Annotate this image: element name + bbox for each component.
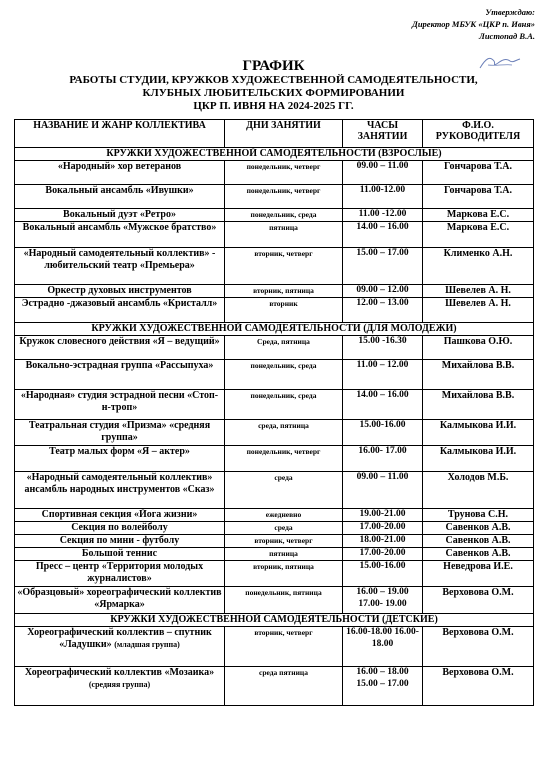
collective-group: (средняя группа) xyxy=(88,679,151,689)
table-row xyxy=(15,360,534,390)
collective-name: «Народный самодеятельный коллектив» ансамбль народных инструментов «Сказ» xyxy=(24,472,215,495)
collective-name: Вокальный ансамбль «Мужское братство» xyxy=(22,222,217,233)
table-row xyxy=(15,298,534,323)
cell-days: вторник, пятница xyxy=(225,285,343,298)
cell-hours: 15.00-16.00 xyxy=(343,561,423,587)
cell-leader: Савенков А.В. xyxy=(423,522,534,535)
cell-collective-name xyxy=(15,535,225,548)
cell-collective-name xyxy=(15,222,225,248)
cell-leader: Калмыкова И.И. xyxy=(423,446,534,472)
collective-name: Вокально-эстрадная группа «Рассыпуха» xyxy=(25,360,214,371)
cell-hours: 17.00-20.00 xyxy=(343,548,423,561)
cell-leader: Шевелев А. Н. xyxy=(423,298,534,323)
cell-hours: 19.00-21.00 xyxy=(343,509,423,522)
schedule-body xyxy=(15,148,534,706)
table-row xyxy=(15,548,534,561)
cell-leader: Гончарова Т.А. xyxy=(423,185,534,209)
cell-leader: Гончарова Т.А. xyxy=(423,161,534,185)
table-row xyxy=(15,161,534,185)
cell-days: понедельник, четверг xyxy=(225,185,343,209)
cell-collective-name xyxy=(15,667,225,706)
table-row xyxy=(15,336,534,360)
collective-name: Вокальный ансамбль «Ивушки» xyxy=(45,185,194,196)
cell-hours: 11.00-12.00 xyxy=(343,185,423,209)
cell-hours: 15.00 – 17.00 xyxy=(343,248,423,285)
collective-name: Вокальный дуэт «Ретро» xyxy=(63,209,176,220)
collective-name: Хореографический коллектив – спутник «Ладушки» xyxy=(27,627,212,650)
cell-collective-name xyxy=(15,298,225,323)
collective-name: Кружок словесного действия «Я – ведущий» xyxy=(19,336,220,347)
section-header xyxy=(15,614,534,627)
collective-name: Театр малых форм «Я – актер» xyxy=(49,446,190,457)
header-days: ДНИ ЗАНЯТИИ xyxy=(225,120,343,148)
collective-name: Пресс – центр «Территория молодых журналистов» xyxy=(35,561,204,584)
cell-leader: Савенков А.В. xyxy=(423,548,534,561)
cell-days: вторник, пятница xyxy=(225,561,343,587)
section-header xyxy=(15,323,534,336)
table-row xyxy=(15,420,534,446)
cell-hours: 15.00-16.00 xyxy=(343,420,423,446)
cell-leader: Калмыкова И.И. xyxy=(423,420,534,446)
cell-leader: Савенков А.В. xyxy=(423,535,534,548)
table-row xyxy=(15,587,534,614)
cell-hours: 11.00 – 12.00 xyxy=(343,360,423,390)
cell-hours: 14.00 – 16.00 xyxy=(343,222,423,248)
table-header-row xyxy=(15,120,534,148)
cell-hours: 14.00 – 16.00 xyxy=(343,390,423,420)
section-title: КРУЖКИ ХУДОЖЕСТВЕННОЙ САМОДЕЯТЕЛЬНОСТИ (ДЕТСКИЕ) xyxy=(15,614,534,627)
document-title xyxy=(0,58,547,113)
table-row xyxy=(15,222,534,248)
cell-collective-name xyxy=(15,360,225,390)
section-header xyxy=(15,148,534,161)
cell-days: понедельник, среда xyxy=(225,209,343,222)
cell-days: среда xyxy=(225,522,343,535)
collective-name: Хореографический коллектив «Мозаика» xyxy=(24,667,215,678)
cell-hours: 09.00 – 12.00 xyxy=(343,285,423,298)
table-row xyxy=(15,627,534,667)
collective-name: «Народный» хор ветеранов xyxy=(57,161,182,172)
cell-days: ежедневно xyxy=(225,509,343,522)
cell-hours: 18.00-21.00 xyxy=(343,535,423,548)
table-row xyxy=(15,248,534,285)
collective-name: Спортивная секция «Йога жизни» xyxy=(41,509,198,520)
table-row xyxy=(15,209,534,222)
table-row xyxy=(15,535,534,548)
cell-collective-name xyxy=(15,161,225,185)
collective-name: Эстрадно -джазовый ансамбль «Кристалл» xyxy=(21,298,218,309)
title-line-3: ЦКР П. ИВНЯ НА 2024-2025 ГГ. xyxy=(193,100,354,112)
title-line-2: КЛУБНЫХ ЛЮБИТЕЛЬСКИХ ФОРМИРОВАНИИ xyxy=(142,87,405,99)
table-row xyxy=(15,472,534,509)
table-row xyxy=(15,509,534,522)
cell-leader: Маркова Е.С. xyxy=(423,209,534,222)
cell-leader: Клименко А.Н. xyxy=(423,248,534,285)
cell-leader: Михайлова В.В. xyxy=(423,360,534,390)
cell-hours: 15.00 -16.30 xyxy=(343,336,423,360)
collective-name: Секция по волейболу xyxy=(71,522,168,533)
approval-name: Листопад В.А. xyxy=(479,31,535,41)
cell-collective-name xyxy=(15,185,225,209)
table-row xyxy=(15,561,534,587)
cell-days: среда, пятница xyxy=(225,420,343,446)
cell-collective-name xyxy=(15,336,225,360)
title-line-1: РАБОТЫ СТУДИИ, КРУЖКОВ ХУДОЖЕСТВЕННОЙ САМОДЕЯТЕЛЬНОСТИ, xyxy=(69,74,478,86)
cell-days: понедельник, пятница xyxy=(225,587,343,614)
cell-collective-name xyxy=(15,285,225,298)
cell-leader: Пашкова О.Ю. xyxy=(423,336,534,360)
cell-leader: Шевелев А. Н. xyxy=(423,285,534,298)
table-row xyxy=(15,446,534,472)
cell-collective-name xyxy=(15,472,225,509)
header-leader: Ф.И.О. РУКОВОДИТЕЛЯ xyxy=(423,120,534,148)
cell-hours: 17.00-20.00 xyxy=(343,522,423,535)
table-row xyxy=(15,390,534,420)
cell-collective-name xyxy=(15,509,225,522)
cell-collective-name xyxy=(15,209,225,222)
cell-days: пятница xyxy=(225,548,343,561)
cell-hours: 16.00 – 18.00 15.00 – 17.00 xyxy=(343,667,423,706)
cell-days: Среда, пятница xyxy=(225,336,343,360)
cell-collective-name xyxy=(15,420,225,446)
cell-days: вторник, четверг xyxy=(225,535,343,548)
cell-collective-name xyxy=(15,522,225,535)
cell-days: вторник, четверг xyxy=(225,248,343,285)
collective-name: «Образцовый» хореографический коллектив «Ярмарка» xyxy=(17,587,222,610)
table-row xyxy=(15,522,534,535)
section-title: КРУЖКИ ХУДОЖЕСТВЕННОЙ САМОДЕЯТЕЛЬНОСТИ (ВЗРОСЛЫЕ) xyxy=(15,148,534,161)
cell-leader: Верховова О.М. xyxy=(423,667,534,706)
collective-name: Секция по мини - футболу xyxy=(59,535,180,546)
section-title: КРУЖКИ ХУДОЖЕСТВЕННОЙ САМОДЕЯТЕЛЬНОСТИ (ДЛЯ МОЛОДЕЖИ) xyxy=(15,323,534,336)
cell-leader: Верховова О.М. xyxy=(423,587,534,614)
cell-days: понедельник, четверг xyxy=(225,446,343,472)
approval-label: Утверждаю: xyxy=(485,7,535,17)
collective-name: «Народная» студия эстрадной песни «Стоп-н-троп» xyxy=(20,390,219,413)
cell-collective-name xyxy=(15,446,225,472)
cell-hours: 09.00 – 11.00 xyxy=(343,161,423,185)
cell-leader: Неведрова И.Е. xyxy=(423,561,534,587)
cell-leader: Маркова Е.С. xyxy=(423,222,534,248)
cell-collective-name xyxy=(15,248,225,285)
cell-leader: Трунова С.Н. xyxy=(423,509,534,522)
cell-leader: Холодов М.Б. xyxy=(423,472,534,509)
cell-collective-name xyxy=(15,627,225,667)
cell-days: среда пятница xyxy=(225,667,343,706)
approval-block xyxy=(335,6,535,42)
schedule-table xyxy=(14,119,534,706)
cell-hours: 11.00 -12.00 xyxy=(343,209,423,222)
collective-name: «Народный самодеятельный коллектив» - любительский театр «Премьера» xyxy=(23,248,216,271)
cell-hours: 16.00-18.00 16.00-18.00 xyxy=(343,627,423,667)
cell-collective-name xyxy=(15,561,225,587)
cell-hours: 12.00 – 13.00 xyxy=(343,298,423,323)
cell-days: вторник, четверг xyxy=(225,627,343,667)
cell-leader: Верховова О.М. xyxy=(423,627,534,667)
table-row xyxy=(15,285,534,298)
cell-leader: Михайлова В.В. xyxy=(423,390,534,420)
cell-days: понедельник, среда xyxy=(225,390,343,420)
cell-hours: 16.00- 17.00 xyxy=(343,446,423,472)
cell-hours: 16.00 – 19.00 17.00- 19.00 xyxy=(343,587,423,614)
cell-hours: 09.00 – 11.00 xyxy=(343,472,423,509)
table-row xyxy=(15,667,534,706)
table-row xyxy=(15,185,534,209)
collective-name: Большой теннис xyxy=(81,548,158,559)
cell-days: пятница xyxy=(225,222,343,248)
cell-days: понедельник, четверг xyxy=(225,161,343,185)
header-name: НАЗВАНИЕ И ЖАНР КОЛЛЕКТИВА xyxy=(15,120,225,148)
collective-name: Театральная студия «Призма» «средняя группа» xyxy=(28,420,211,443)
cell-days: вторник xyxy=(225,298,343,323)
header-hours: ЧАСЫ ЗАНЯТИИ xyxy=(343,120,423,148)
cell-days: среда xyxy=(225,472,343,509)
collective-group: (младшая группа) xyxy=(114,639,180,649)
cell-collective-name xyxy=(15,587,225,614)
approval-director: Директор МБУК «ЦКР п. Ивня» xyxy=(412,19,535,29)
cell-days: понедельник, среда xyxy=(225,360,343,390)
cell-collective-name xyxy=(15,548,225,561)
title-main: ГРАФИК xyxy=(242,58,305,74)
collective-name: Оркестр духовых инструментов xyxy=(47,285,192,296)
cell-collective-name xyxy=(15,390,225,420)
